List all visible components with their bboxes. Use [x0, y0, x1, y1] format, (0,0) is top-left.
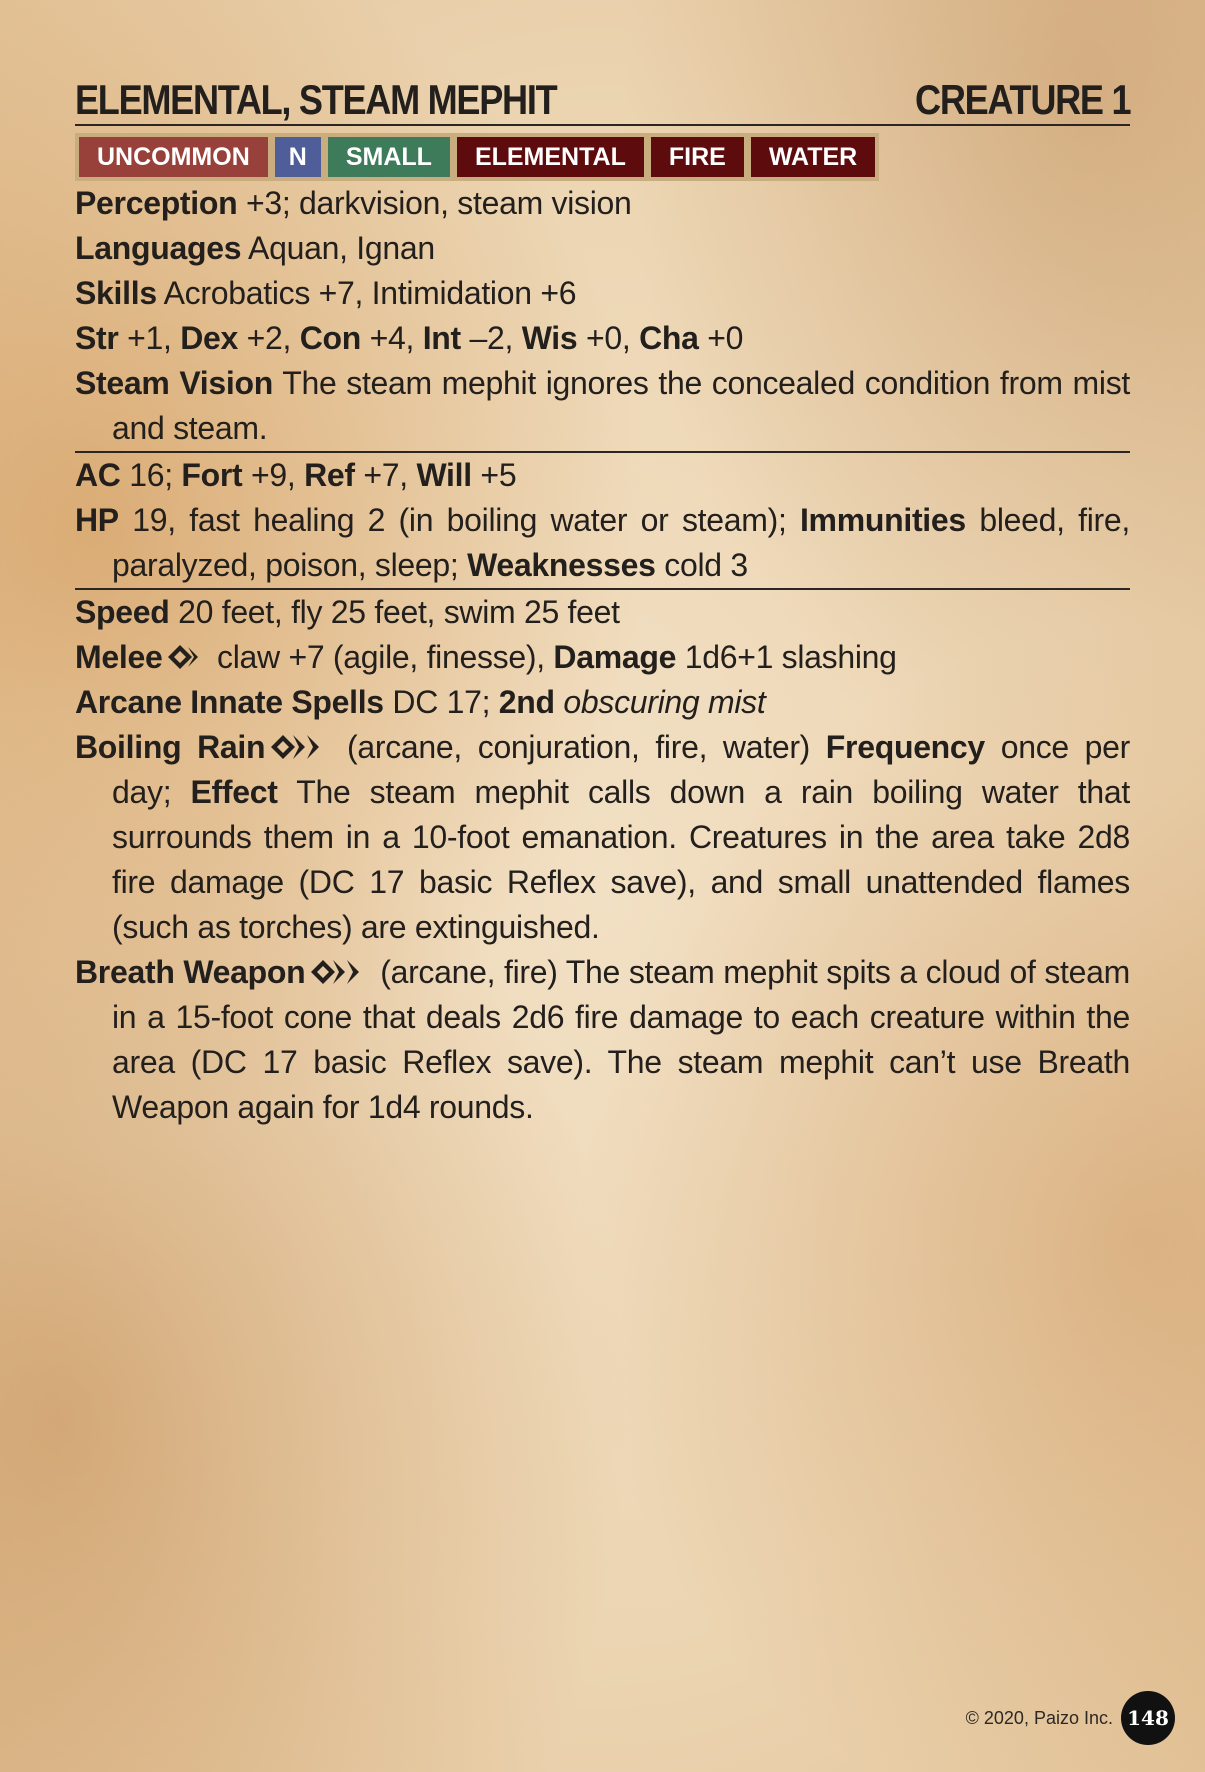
page-footer	[966, 1691, 1175, 1745]
speed-line: Speed 20 feet, fly 25 feet, swim 25 feet	[75, 594, 620, 630]
ability-wis-label: Wis	[521, 320, 578, 356]
creature-level: CREATURE 1	[914, 76, 1130, 123]
copyright-text: © 2020, Paizo Inc.	[965, 1707, 1113, 1728]
creature-name: ELEMENTAL, STEAM MEPHIT	[75, 76, 557, 123]
two-action-icon	[309, 958, 367, 986]
ability-str-label: Str	[75, 320, 119, 356]
page-number-badge: 148	[1121, 1691, 1175, 1745]
ability-con-label: Con	[299, 320, 362, 356]
ability-int-label: Int	[422, 320, 461, 356]
trait-alignment: N	[275, 137, 321, 177]
spell-name: obscuring mist	[563, 684, 766, 720]
steam-vision-line: Steam Vision The steam mephit ignores the concealed condition from mist and steam.	[75, 365, 1130, 446]
two-action-icon	[269, 733, 327, 761]
languages-line: Languages Aquan, Ignan	[75, 230, 435, 266]
boiling-rain-line: Boiling Rain (arcane, conjuration, fire, water) Frequency once per day; Effect The steam mephit calls down a rain boiling water that surrounds them in a 10-foot emanation. Creatures in the area take 2d8 fire damage (DC 17 basic Reflex save), and small unattended flames (such as torches) are extinguished.	[75, 729, 1130, 945]
perception-line: Perception +3; darkvision, steam vision	[75, 185, 632, 221]
ability-scores-line: Str +1, Dex +2, Con +4, Int –2, Wis +0, Cha +0	[75, 320, 744, 356]
trait-uncommon: UNCOMMON	[79, 137, 268, 177]
spells-line: Arcane Innate Spells DC 17; 2nd obscuring mist	[75, 684, 766, 720]
trait-elemental: ELEMENTAL	[457, 137, 644, 177]
ability-dex-label: Dex	[180, 320, 239, 356]
breath-weapon-line: Breath Weapon (arcane, fire) The steam mephit spits a cloud of steam in a 15-foot cone that deals 2d6 fire damage to each creature within the area (DC 17 basic Reflex save). The steam mephit can’t use Breath Weapon again for 1d4 rounds.	[75, 954, 1130, 1125]
one-action-icon	[166, 643, 204, 671]
melee-line: Melee claw +7 (agile, finesse), Damage 1d6+1 slashing	[75, 639, 897, 675]
trait-fire: FIRE	[651, 137, 744, 177]
ability-cha-label: Cha	[639, 320, 699, 356]
stat-block-header	[75, 66, 1130, 126]
hp-line: HP 19, fast healing 2 (in boiling water or steam); Immunities bleed, fire, paralyzed, poison, sleep; Weaknesses cold 3	[75, 502, 1130, 583]
defense-line: AC 16; Fort +9, Ref +7, Will +5	[75, 457, 517, 493]
trait-water: WATER	[751, 137, 875, 177]
skills-line: Skills Acrobatics +7, Intimidation +6	[75, 275, 577, 311]
stat-block	[75, 66, 1130, 1130]
trait-list	[75, 133, 879, 181]
trait-size: SMALL	[328, 137, 450, 177]
